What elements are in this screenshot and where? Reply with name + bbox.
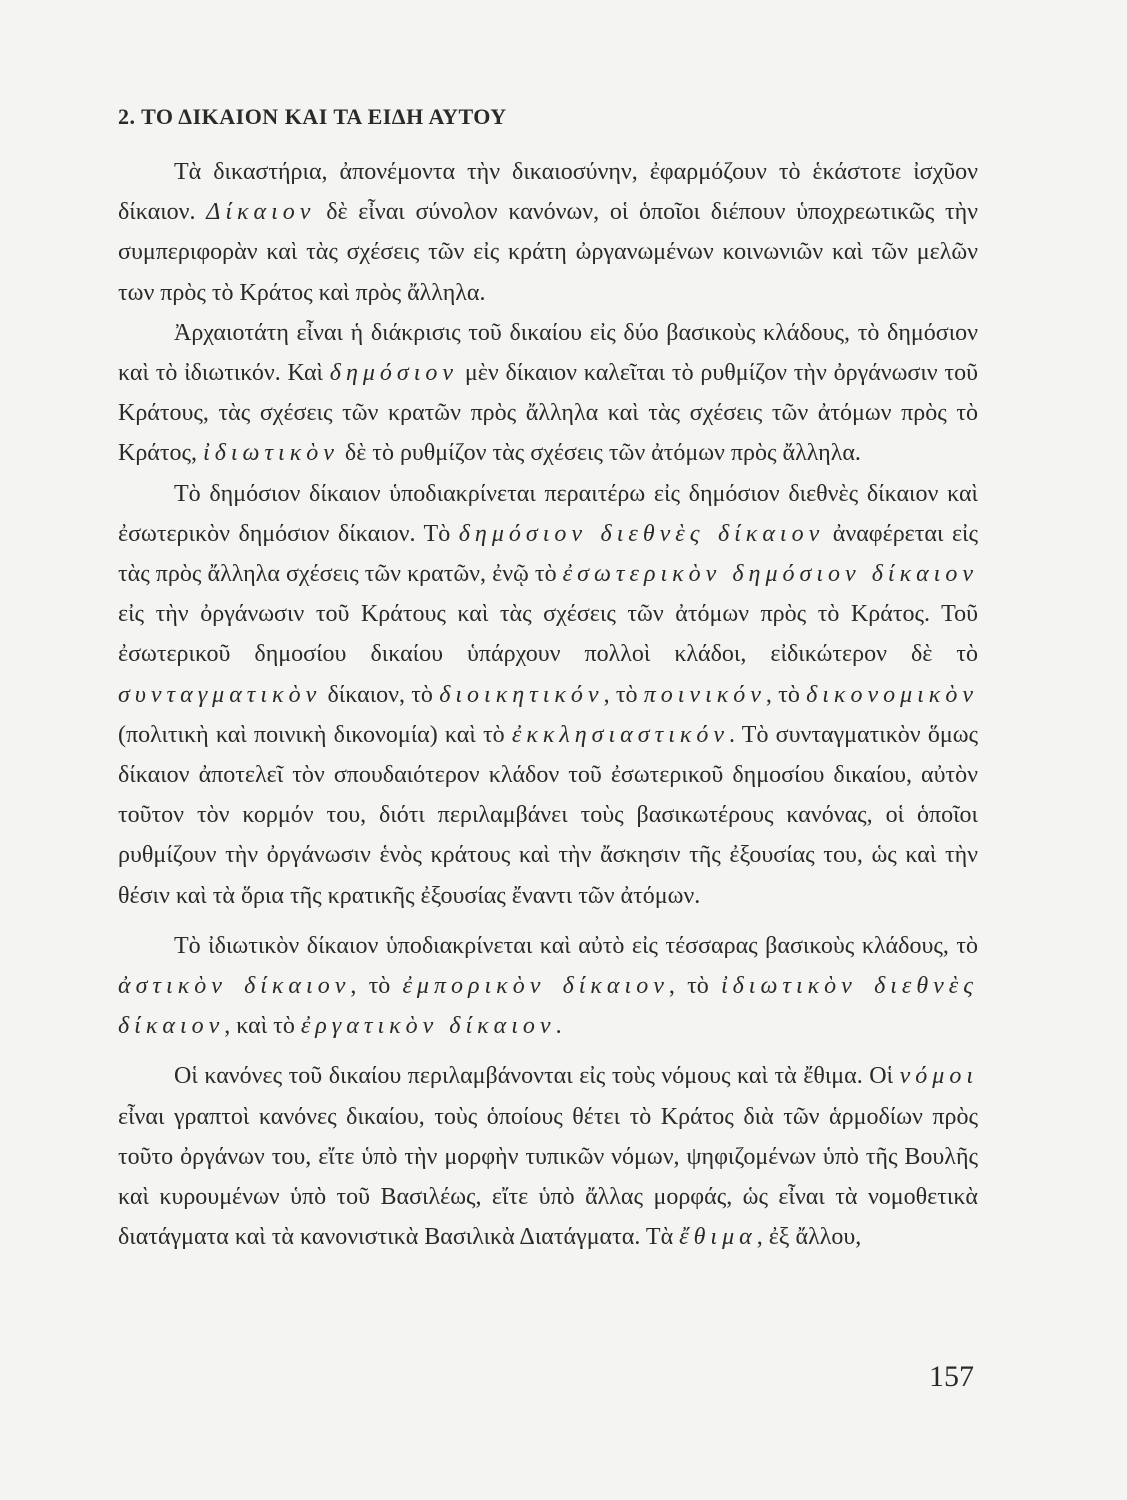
text-run: , ἐξ ἄλλου,: [756, 1224, 862, 1251]
page-number: 157: [929, 1360, 974, 1393]
text-run: εἶναι γραπτοὶ κανόνες δικαίου, τοὺς ὁποίους θέτει τὸ Κράτος διὰ τῶν ἁρμοδίων πρὸς τοῦτο ὀργάνων του, εἴτε ὑπὸ τὴν μορφὴν τυπικῶν νόμων, ψηφιζομένων ὑπὸ τῆς Βουλῆς καὶ κυρουμένων ὑπὸ τοῦ Βασιλέως, εἴτε ὑπὸ ἄλλας μορφάς, ὡς εἶναι τὰ νομοθετικὰ διατάγματα καὶ τὰ κανονιστικὰ Βασιλικὰ Διατάγματα. Τὰ: [118, 1103, 978, 1251]
body-text: [118, 152, 978, 1257]
text-run: μὲν δίκαιον καλεῖται τὸ ρυθμίζον τὴν ὀργάνωσιν τοῦ Κράτους, τὰς σχέσεις τῶν κρατῶν πρὸς ἄλληλα καὶ τὰς σχέσεις τῶν ἀτόμων πρὸς τὸ Κράτος,: [118, 360, 978, 467]
emphasized-term: ἐσωτερικὸν δημόσιον δίκαιον: [562, 561, 978, 588]
text-run: Ἀρχαιοτάτη εἶναι ἡ διάκρισις τοῦ δικαίου εἰς δύο βασικοὺς κλάδους, τὸ δημόσιον καὶ τὸ ἰδιωτικόν. Καὶ: [118, 319, 978, 387]
text-run: (πολιτικὴ καὶ ποινικὴ δικονομία) καὶ τὸ: [118, 721, 512, 748]
paragraph: [118, 313, 978, 474]
section-heading: 2. ΤΟ ΔΙΚΑΙΟΝ ΚΑΙ ΤΑ ΕΙΔΗ ΑΥΤΟΥ: [118, 104, 507, 129]
text-run: . Τὸ συνταγματικὸν ὅμως δίκαιον ἀποτελεῖ τὸν σπουδαιότερον κλάδον τοῦ ἐσωτερικοῦ δημοσίου δικαίου, αὐτὸν τοῦτον τὸν κορμόν του, διότι περιλαμβάνει τοὺς βασικωτέρους κανόνας, οἱ ὁποῖοι ρυθμίζουν τὴν ὀργάνωσιν ἑνὸς κράτους καὶ τὴν ἄσκησιν τῆς ἐξουσίας του, ὡς καὶ τὴν θέσιν καὶ τὰ ὅρια τῆς κρατικῆς ἐξουσίας ἔναντι τῶν ἀτόμων.: [118, 721, 978, 909]
emphasized-term: ποινικόν: [643, 681, 766, 708]
paragraph: [118, 926, 978, 1047]
book-page: [118, 100, 978, 1257]
text-run: Τὸ ἰδιωτικὸν δίκαιον ὑποδιακρίνεται καὶ αὐτὸ εἰς τέσσαρας βασικοὺς κλάδους, τὸ: [174, 932, 978, 959]
emphasized-term: ἔθιμα: [679, 1224, 757, 1251]
emphasized-term: δημόσιον: [329, 360, 459, 387]
text-run: , τὸ: [765, 681, 807, 708]
text-run: Οἱ κανόνες τοῦ δικαίου περιλαμβάνονται εἰς τοὺς νόμους καὶ τὰ ἔθιμα. Οἱ: [174, 1063, 900, 1090]
emphasized-term: ἀστικὸν δίκαιον: [118, 973, 351, 1000]
text-run: .: [555, 1013, 562, 1040]
emphasized-term: δικονομικὸν: [806, 681, 978, 708]
emphasized-term: ἐμπορικὸν δίκαιον: [402, 973, 669, 1000]
emphasized-term: ἰδιωτικὸν: [203, 440, 339, 467]
emphasized-term: συνταγματικὸν: [118, 681, 322, 708]
emphasized-term: διοικητικόν: [439, 681, 604, 708]
text-run: ἀναφέρεται εἰς τὰς πρὸς ἄλληλα σχέσεις τῶν κρατῶν, ἐνῷ τὸ: [118, 520, 978, 588]
text-run: δίκαιον, τὸ: [321, 681, 440, 708]
text-run: , τὸ: [603, 681, 644, 708]
text-run: , τὸ: [668, 973, 721, 1000]
emphasized-term: ἐκκλησιαστικόν: [511, 721, 730, 748]
text-run: δὲ εἶναι σύνολον κανόνων, οἱ ὁποῖοι διέπουν ὑποχρεωτικῶς τὴν συμπεριφορὰν καὶ τὰς σχέσεις τῶν εἰς κράτη ὠργανωμένων κοινωνιῶν καὶ τῶν μελῶν των πρὸς τὸ Κράτος καὶ πρὸς ἄλληλα.: [118, 199, 978, 306]
text-run: Τὸ δημόσιον δίκαιον ὑποδιακρίνεται περαιτέρω εἰς δημόσιον διεθνὲς δίκαιον καὶ ἐσωτερικὸν δημόσιον δίκαιον. Τὸ: [118, 480, 978, 547]
emphasized-term: ἐργατικὸν δίκαιον: [300, 1013, 556, 1040]
text-run: δὲ τὸ ρυθμίζον τὰς σχέσεις τῶν ἀτόμων πρὸς ἄλληλα.: [338, 440, 861, 467]
paragraph: [118, 152, 978, 313]
paragraph: [118, 474, 978, 916]
text-run: εἰς τὴν ὀργάνωσιν τοῦ Κράτους καὶ τὰς σχέσεις τῶν ἀτόμων πρὸς τὸ Κράτος. Τοῦ ἐσωτερικοῦ δημοσίου δικαίου ὑπάρχουν πολλοὶ κλάδοι, εἰδικώτερον δὲ τὸ: [118, 601, 978, 668]
text-run: , καὶ τὸ: [224, 1013, 301, 1040]
emphasized-term: Δίκαιον: [206, 199, 316, 226]
emphasized-term: δημόσιον διεθνὲς δίκαιον: [458, 520, 825, 547]
emphasized-term: νόμοι: [899, 1063, 978, 1090]
paragraph: [118, 1056, 978, 1257]
text-run: , τὸ: [350, 973, 403, 1000]
text-run: Τὰ δικαστήρια, ἀπονέμοντα τὴν δικαιοσύνην, ἐφαρμόζουν τὸ ἑκάστοτε ἰσχῦον δίκαιον.: [118, 159, 978, 226]
emphasized-term: ἰδιωτικὸν διεθνὲς δίκαιον: [118, 973, 978, 1040]
